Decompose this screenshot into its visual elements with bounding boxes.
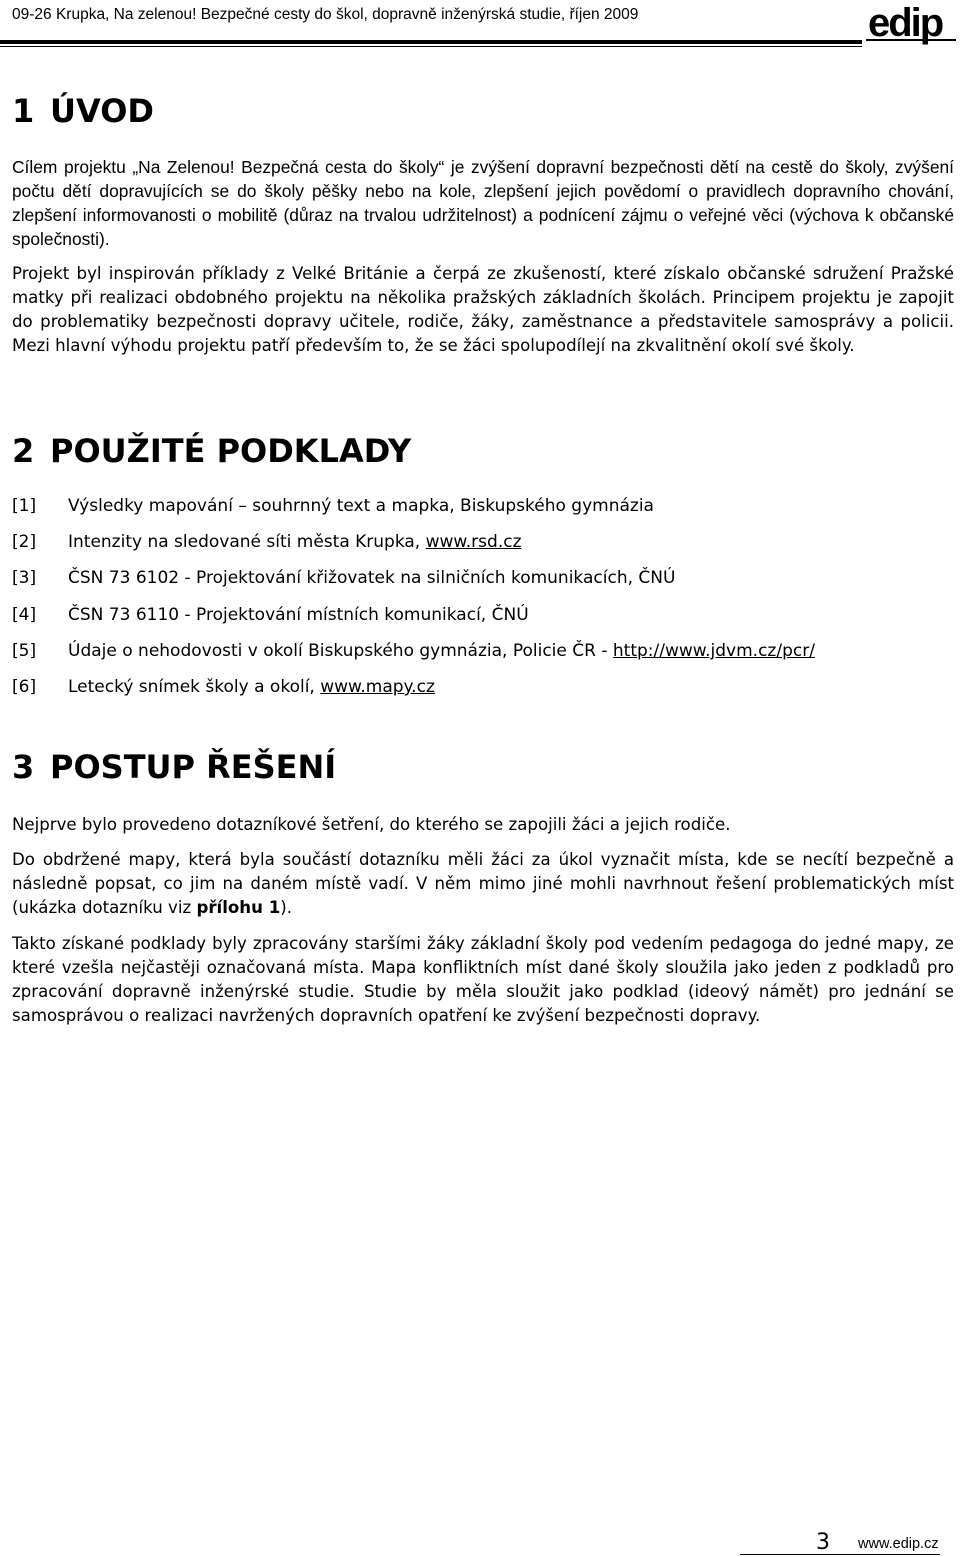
header-title: 09-26 Krupka, Na zelenou! Bezpečné cesty do škol, dopravně inženýrská studie, říjen 2009 bbox=[12, 6, 639, 23]
intro-paragraph-2: Projekt byl inspirován příklady z Velké Británie a čerpá ze zkušeností, které získalo občanské sdružení Pražské matky při realizaci obdobného projektu na několika pražských základních školách. Principem projektu je zapojit do problematiky bezpečnosti dopravy učitele, rodiče, žáky, zaměstnance a představitele samosprávy a policii. Mezi hlavní výhodu projektu patří především to, že se žáci spolupodílejí na zkvalitnění okolí své školy. bbox=[12, 264, 954, 355]
section-number: 2 bbox=[12, 432, 35, 470]
reference-number: [5] bbox=[12, 641, 37, 661]
page-header bbox=[0, 0, 960, 50]
reference-number: [3] bbox=[12, 568, 37, 588]
reference-text: Letecký snímek školy a okolí, bbox=[68, 677, 321, 697]
section-heading-postup bbox=[12, 748, 336, 786]
section-number: 1 bbox=[12, 92, 35, 130]
header-rule-thin bbox=[0, 46, 862, 47]
reference-number: [4] bbox=[12, 605, 37, 625]
edip-logo bbox=[866, 0, 956, 48]
reference-text: ČSN 73 6110 - Projektování místních komunikací, ČNÚ bbox=[68, 605, 529, 625]
reference-item bbox=[12, 568, 675, 588]
page-number: 3 bbox=[816, 1530, 830, 1555]
reference-text: Výsledky mapování – souhrnný text a mapka, Biskupského gymnázia bbox=[68, 496, 654, 516]
reference-item bbox=[12, 641, 815, 661]
reference-number: [2] bbox=[12, 532, 37, 552]
footer-website: www.edip.cz bbox=[858, 1536, 939, 1552]
section-title: ÚVOD bbox=[50, 92, 154, 130]
reference-item bbox=[12, 532, 522, 552]
reference-text: Intenzity na sledované síti města Krupka, bbox=[68, 532, 426, 552]
reference-text: ČSN 73 6102 - Projektování křižovatek na silničních komunikacích, ČNÚ bbox=[68, 568, 676, 588]
reference-item bbox=[12, 605, 529, 625]
postup-text-end: ). bbox=[280, 898, 292, 917]
appendix-reference: přílohu 1 bbox=[196, 898, 281, 917]
postup-paragraph-1: Nejprve bylo provedeno dotazníkové šetření, do kterého se zapojili žáci a jejich rodiče. bbox=[12, 815, 731, 834]
section-title: POUŽITÉ PODKLADY bbox=[50, 432, 412, 470]
header-rule bbox=[0, 40, 862, 44]
reference-item bbox=[12, 677, 435, 697]
reference-item bbox=[12, 496, 654, 516]
postup-paragraph-3: Takto získané podklady byly zpracovány staršími žáky základní školy pod vedením pedagoga do jedné mapy, ze které vzešla nejčastěji označovaná místa. Mapa konfliktních míst dané školy sloužila jako jeden z podkladů pro zpracování dopravně inženýrské studie. Studie by měla sloužit jako podklad (ideový námět) pro jednání se samosprávou o realizaci navržených dopravních opatření ke zvýšení bezpečnosti dopravy. bbox=[12, 934, 954, 1025]
section-number: 3 bbox=[12, 748, 35, 786]
page-footer bbox=[740, 1530, 940, 1556]
reference-text: Údaje o nehodovosti v okolí Biskupského gymnázia, Policie ČR - bbox=[68, 641, 613, 661]
intro-paragraph-1: Cílem projektu „Na Zelenou! Bezpečná cesta do školy“ je zvýšení dopravní bezpečnosti dětí na cestě do školy, zvýšení počtu dětí dopravujících se do školy pěšky nebo na kole, zlepšení jejich povědomí o pravidlech dopravního chování, zlepšení informovanosti o mobilitě (důraz na trvalou udržitelnost) a podnícení zájmu o veřejné věci (výchova k občanské společnosti). bbox=[12, 157, 954, 249]
section-heading-podklady bbox=[12, 432, 411, 470]
postup-paragraph-2 bbox=[12, 848, 954, 920]
reference-link[interactable]: www.mapy.cz bbox=[320, 677, 435, 697]
section-heading-uvod bbox=[12, 92, 154, 130]
reference-link[interactable]: www.rsd.cz bbox=[425, 532, 522, 552]
reference-number: [6] bbox=[12, 677, 37, 697]
reference-number: [1] bbox=[12, 496, 37, 516]
svg-text:edip: edip bbox=[868, 1, 943, 45]
footer-rule bbox=[740, 1554, 940, 1555]
reference-link[interactable]: http://www.jdvm.cz/pcr/ bbox=[612, 641, 815, 661]
postup-text: Do obdržené mapy, která byla součástí dotazníku měli žáci za úkol vyznačit místa, kde se necítí bezpečně a následně popsat, co jim na daném místě vadí. V něm mimo jiné mohli navrhnout řešení problematických míst (ukázka dotazníku viz bbox=[12, 850, 954, 917]
section-title: POSTUP ŘEŠENÍ bbox=[50, 748, 337, 786]
